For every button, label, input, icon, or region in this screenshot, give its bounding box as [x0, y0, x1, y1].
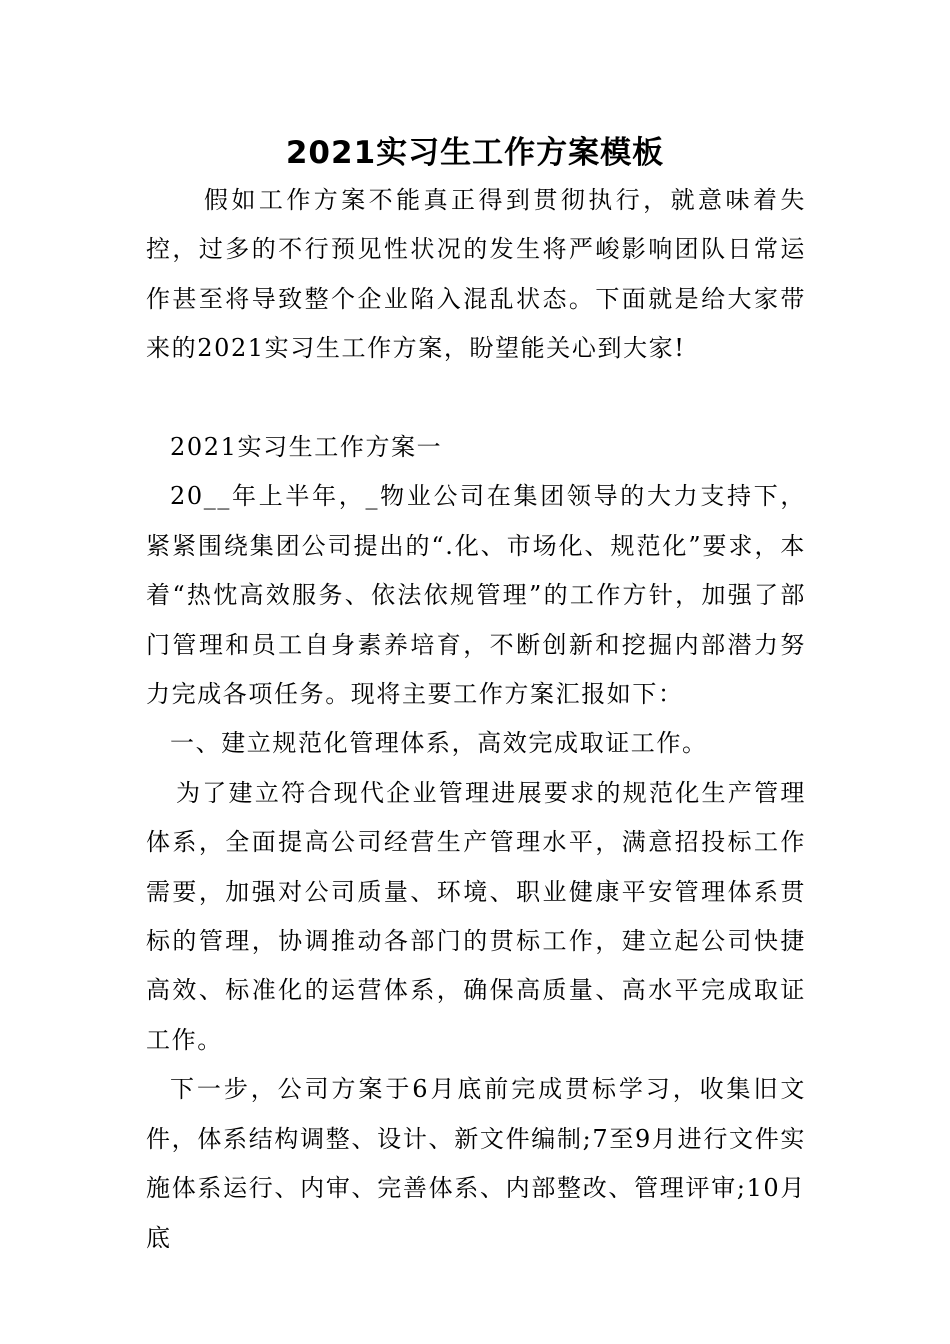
blank-line	[146, 374, 806, 423]
section-heading: 2021实习生工作方案一	[170, 433, 443, 462]
body-paragraph: 20__年上半年，_物业公司在集团领导的大力支持下，紧紧围绕集团公司提出的“.化、市场化、规范化”要求，本着“热忱高效服务、依法依规管理”的工作方针，加强了部门管理和员工自身素养培育，不断创新和挖掘内部潜力努力完成各项任务。现将主要工作方案汇报如下：	[146, 482, 806, 709]
intro-paragraph: 假如工作方案不能真正得到贯彻执行，就意味着失控，过多的不行预见性状况的发生将严峻影响团队日常运作甚至将导致整个企业陷入混乱状态。下面就是给大家带来的2021实习生工作方案，盼望能关心到大家!	[146, 186, 806, 363]
body-paragraph: 下一步，公司方案于6月底前完成贯标学习，收集旧文件，体系结构调整、设计、新文件编制;7至9月进行文件实施体系运行、内审、完善体系、内部整改、管理评审;10月底	[146, 1075, 806, 1252]
document-title: 2021实习生工作方案模板	[285, 135, 665, 171]
subsection-heading: 一、建立规范化管理体系，高效完成取证工作。	[170, 729, 708, 758]
document-body	[146, 176, 806, 1263]
body-paragraph: 为了建立符合现代企业管理进展要求的规范化生产管理体系，全面提高公司经营生产管理水平，满意招投标工作需要，加强对公司质量、环境、职业健康平安管理体系贯标的管理，协调推动各部门的贯标工作，建立起公司快捷高效、标准化的运营体系，确保高质量、高水平完成取证工作。	[146, 778, 806, 1054]
